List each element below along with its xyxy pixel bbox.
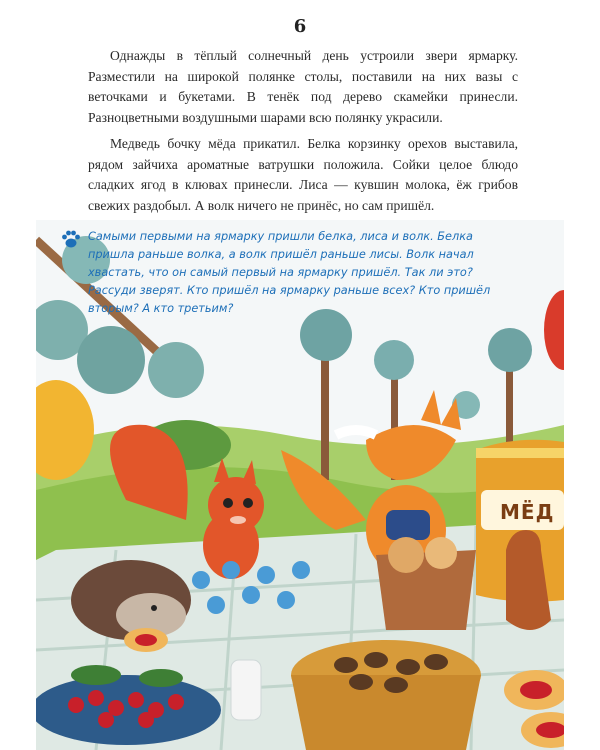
- barrel-label: МЁД: [500, 500, 555, 524]
- tart-jam: [135, 634, 157, 646]
- mushroom-basket: [376, 537, 476, 630]
- page-number: 6: [293, 16, 307, 37]
- task-text: Самыми первыми на ярмарку пришли белка, лиса и волк. Белка пришла раньше волка, а волк пришёл раньше лисы. Волк начал хвастать, что он самый первый на ярмарку пришёл. Так ли это? Рассуди зверят. Кто пришёл на ярмарку раньше всех? Кто пришёл вторым? А кто третьим?: [88, 230, 491, 315]
- story-paragraph-1: Однажды в тёплый солнечный день устроили звери ярмарку. Разместили на широкой полянке столы, поставили на них вазы с веточками и букетами. В тенёк под дерево скамейки принесли. Разноцветными воздушными шарами всю полянку украсили.: [88, 48, 518, 125]
- story-text: [88, 46, 518, 222]
- hedgehog: [71, 560, 191, 640]
- task-box: [88, 228, 518, 318]
- story-paragraph-2: Медведь бочку мёда прикатил. Белка корзинку орехов выставила, рядом зайчиха ароматные ватрушки положила. Сойки целое блюдо сладких ягод в клювах принесли. Лиса — кувшин молока, ёж грибов свежих раздобыл. А волк ничего не принёс, но сам пришёл.: [88, 136, 518, 213]
- nut-basket: [291, 640, 481, 750]
- paw-icon: [60, 228, 82, 250]
